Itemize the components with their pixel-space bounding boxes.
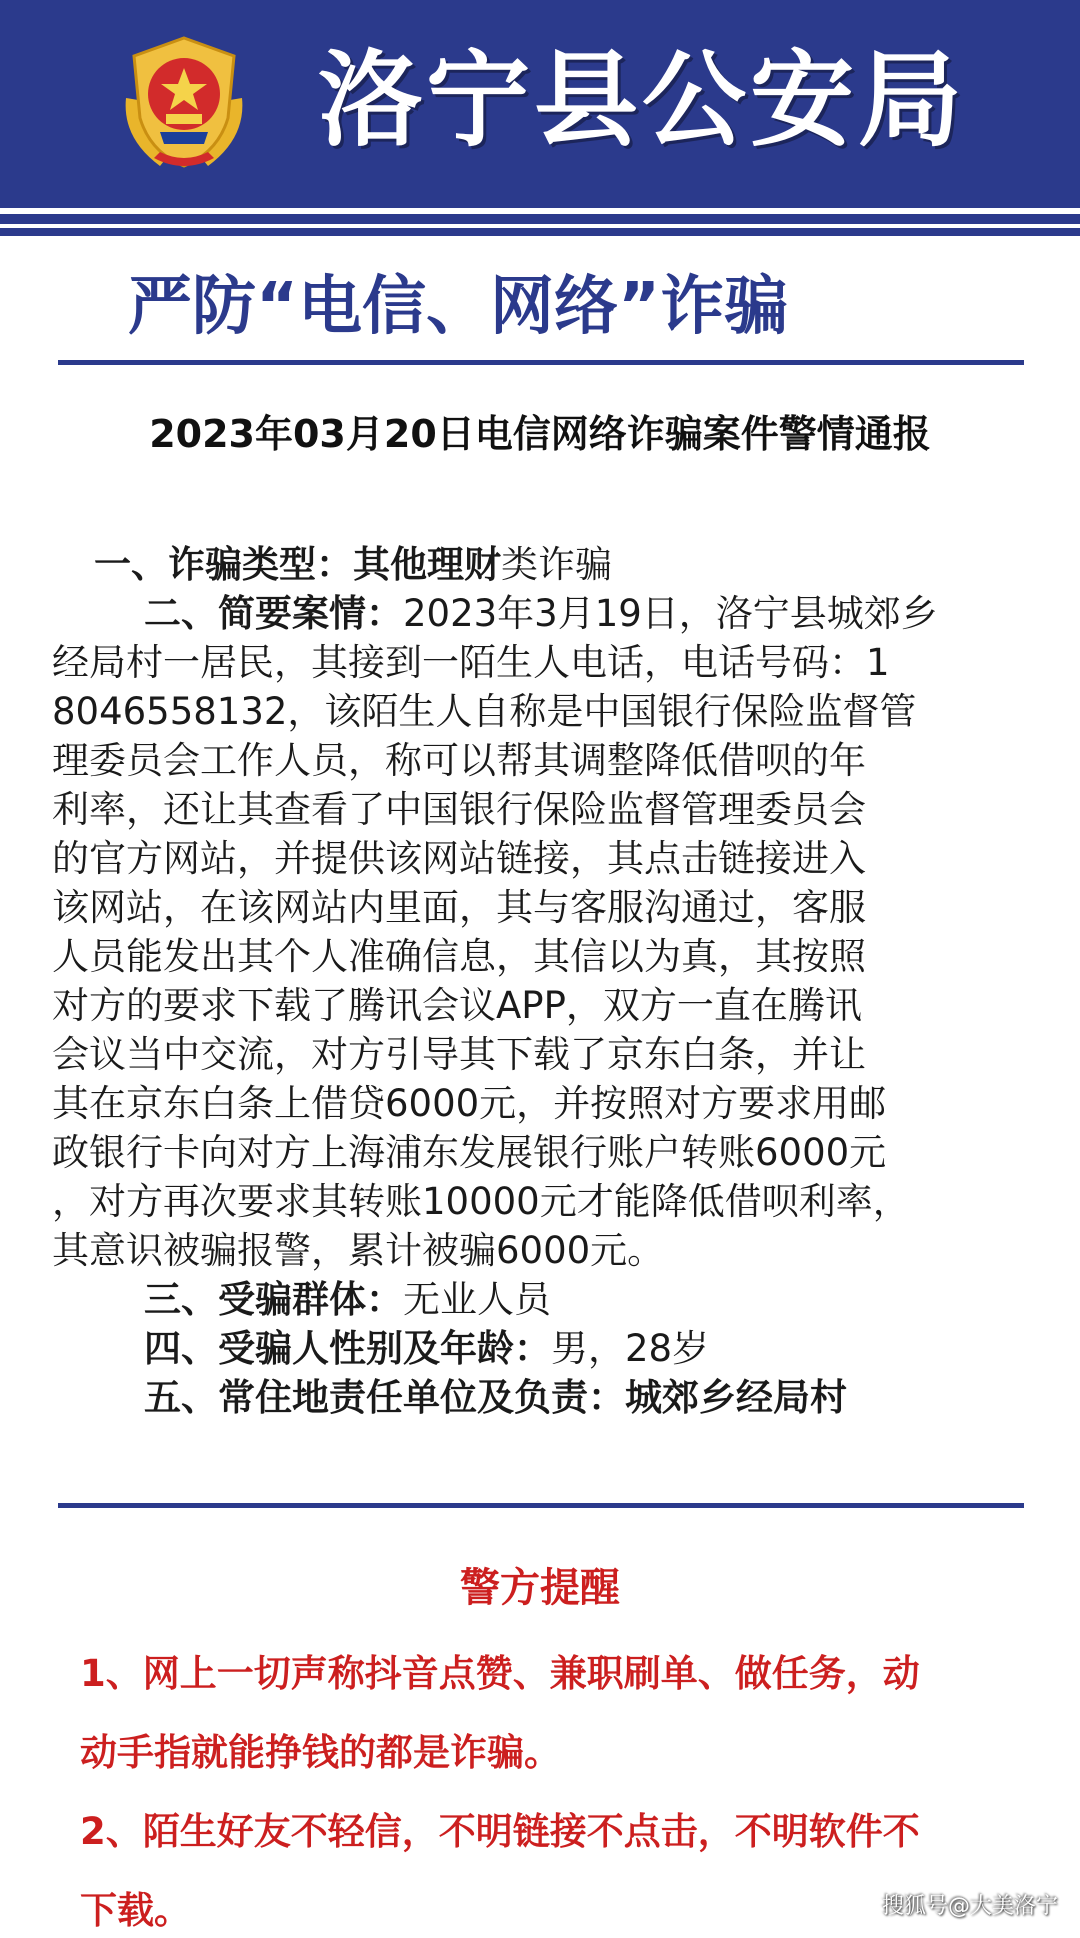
divider [58,1503,1024,1508]
org-name: 洛宁县公安局 [318,39,967,161]
case-line: 的官方网站，并提供该网站链接，其点击链接进入 [52,837,866,880]
header-stripe [0,228,1080,236]
victim-group-label: 三、受骗群体： [144,1278,403,1321]
fraud-type-value-rest: 类诈骗 [501,543,612,586]
victim-gender-value: 男，28岁 [551,1327,710,1370]
case-line: 理委员会工作人员，称可以帮其调整降低借呗的年 [52,739,866,782]
case-line: 其意识被骗报警，累计被骗6000元。 [52,1229,665,1272]
watermark: 搜狐号@大美洛宁 [881,1894,1058,1919]
case-line: 政银行卡向对方上海浦东发展银行账户转账6000元 [52,1131,887,1174]
case-text: 2023年3月19日，洛宁县城郊乡 [403,592,938,635]
residence-line [52,1373,1032,1422]
police-emblem-icon [108,28,260,180]
header-stripe [0,214,1080,224]
case-line: 其在京东白条上借贷6000元，并按照对方要求用邮 [52,1082,887,1125]
warning-line: 2、陌生好友不轻信，不明链接不点击，不明软件不 [80,1810,920,1853]
case-line: ，对方再次要求其转账10000元才能降低借呗利率， [52,1180,910,1223]
warning-line: 动手指就能挣钱的都是诈骗。 [80,1731,561,1774]
fraud-type-line [52,540,1032,589]
warning-line: 1、网上一切声称抖音点赞、兼职刷单、做任务，动 [80,1652,920,1695]
victim-group-line [52,1275,1032,1324]
case-line: 对方的要求下载了腾讯会议APP，双方一直在腾讯 [52,984,862,1027]
warning-line: 下载。 [80,1889,191,1932]
divider [58,360,1024,365]
case-line: 8046558132，该陌生人自称是中国银行保险监督管 [52,690,917,733]
victim-group-value: 无业人员 [403,1278,551,1321]
victim-gender-label: 四、受骗人性别及年龄： [144,1327,551,1370]
case-line: 该网站，在该网站内里面，其与客服沟通过，客服 [52,886,866,929]
fraud-type-label: 一、诈骗类型： [94,543,353,586]
case-line: 经局村一居民，其接到一陌生人电话，电话号码：1 [52,641,890,684]
victim-gender-line [52,1324,1032,1373]
case-report-body [52,540,1032,1422]
case-line: 会议当中交流，对方引导其下载了京东白条，并让 [52,1033,866,1076]
report-title: 2023年03月20日电信网络诈骗案件警情通报 [149,412,931,456]
case-line [52,589,1032,638]
case-line: 利率，还让其查看了中国银行保险监督管理委员会 [52,788,866,831]
warning-title: 警方提醒 [460,1565,620,1611]
fraud-type-value: 其他理财 [353,543,501,586]
case-line: 人员能发出其个人准确信息，其信以为真，其按照 [52,935,866,978]
residence-label: 五、常住地责任单位及负责： [144,1376,625,1419]
residence-value: 城郊乡经局村 [625,1376,847,1419]
case-label: 二、简要案情： [144,592,403,635]
slogan: 严防“电信、网络”诈骗 [128,270,789,344]
